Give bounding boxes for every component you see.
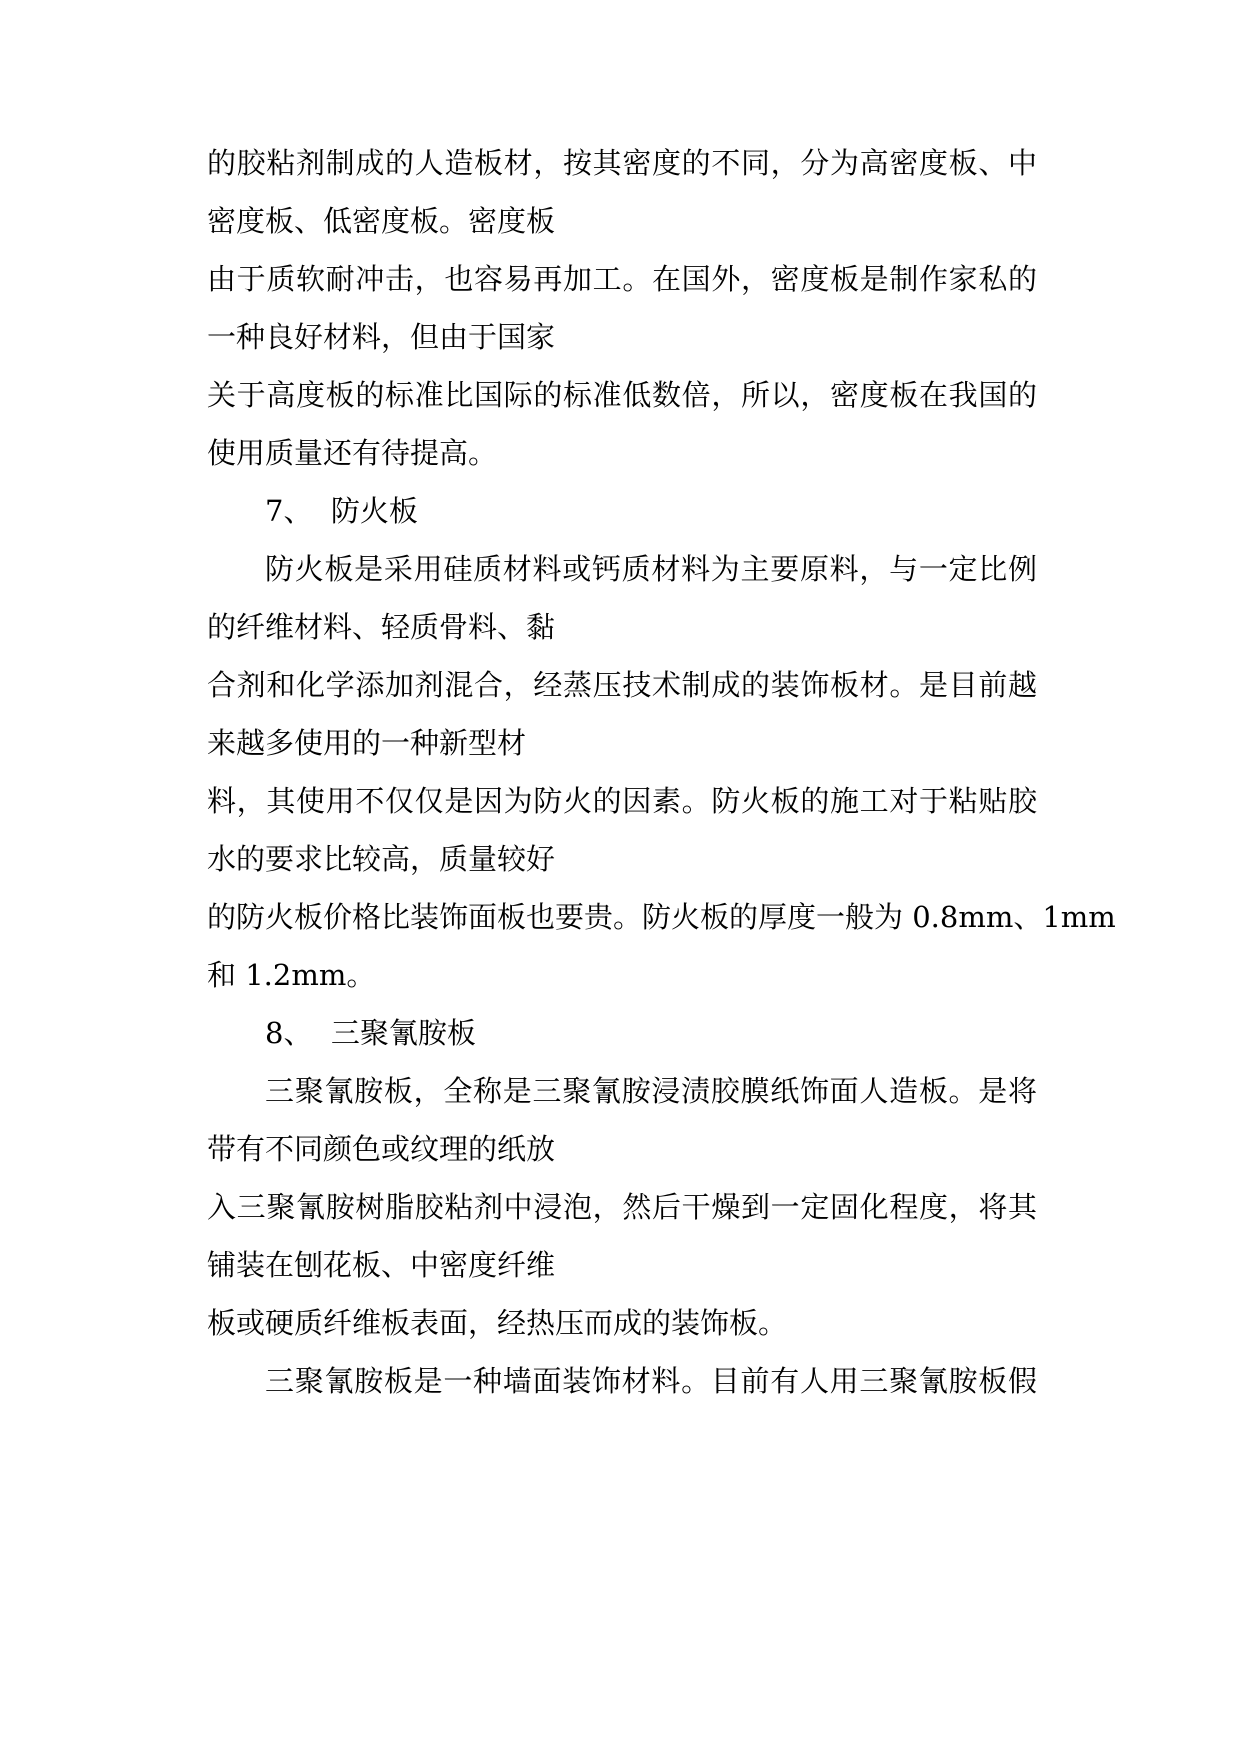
text-line: 和 1.2mm。 [207,958,376,992]
text-line: 料，其使用不仅仅是因为防火的因素。防火板的施工对于粘贴胶 [207,784,1037,818]
text-line: 三聚氰胺板是一种墙面装饰材料。目前有人用三聚氰胺板假 [265,1364,1037,1398]
text-line: 由于质软耐冲击，也容易再加工。在国外，密度板是制作家私的 [207,262,1037,296]
text-line: 的胶粘剂制成的人造板材，按其密度的不同，分为高密度板、中 [207,146,1037,180]
text-line: 的纤维材料、轻质骨料、黏 [207,610,556,644]
text-line: 合剂和化学添加剂混合，经蒸压技术制成的装饰板材。是目前越 [207,668,1037,702]
text-line: 的防火板价格比装饰面板也要贵。防火板的厚度一般为 0.8mm、1mm [207,900,1116,934]
text-line: 使用质量还有待提高。 [207,436,498,470]
text-line: 一种良好材料，但由于国家 [207,320,556,354]
text-line: 来越多使用的一种新型材 [207,726,527,760]
text-line: 带有不同颜色或纹理的纸放 [207,1132,556,1166]
text-line: 铺装在刨花板、中密度纤维 [207,1248,556,1282]
text-line: 水的要求比较高，质量较好 [207,842,556,876]
text-line: 密度板、低密度板。密度板 [207,204,556,238]
section-heading: 8、 三聚氰胺板 [265,1016,476,1050]
text-line: 防火板是采用硅质材料或钙质材料为主要原料，与一定比例 [265,552,1037,586]
text-line: 三聚氰胺板，全称是三聚氰胺浸渍胶膜纸饰面人造板。是将 [265,1074,1037,1108]
text-line: 入三聚氰胺树脂胶粘剂中浸泡，然后干燥到一定固化程度，将其 [207,1190,1037,1224]
text-line: 板或硬质纤维板表面，经热压而成的装饰板。 [207,1306,788,1340]
text-line: 关于高度板的标准比国际的标准低数倍，所以，密度板在我国的 [207,378,1037,412]
section-heading: 7、 防火板 [265,494,418,528]
